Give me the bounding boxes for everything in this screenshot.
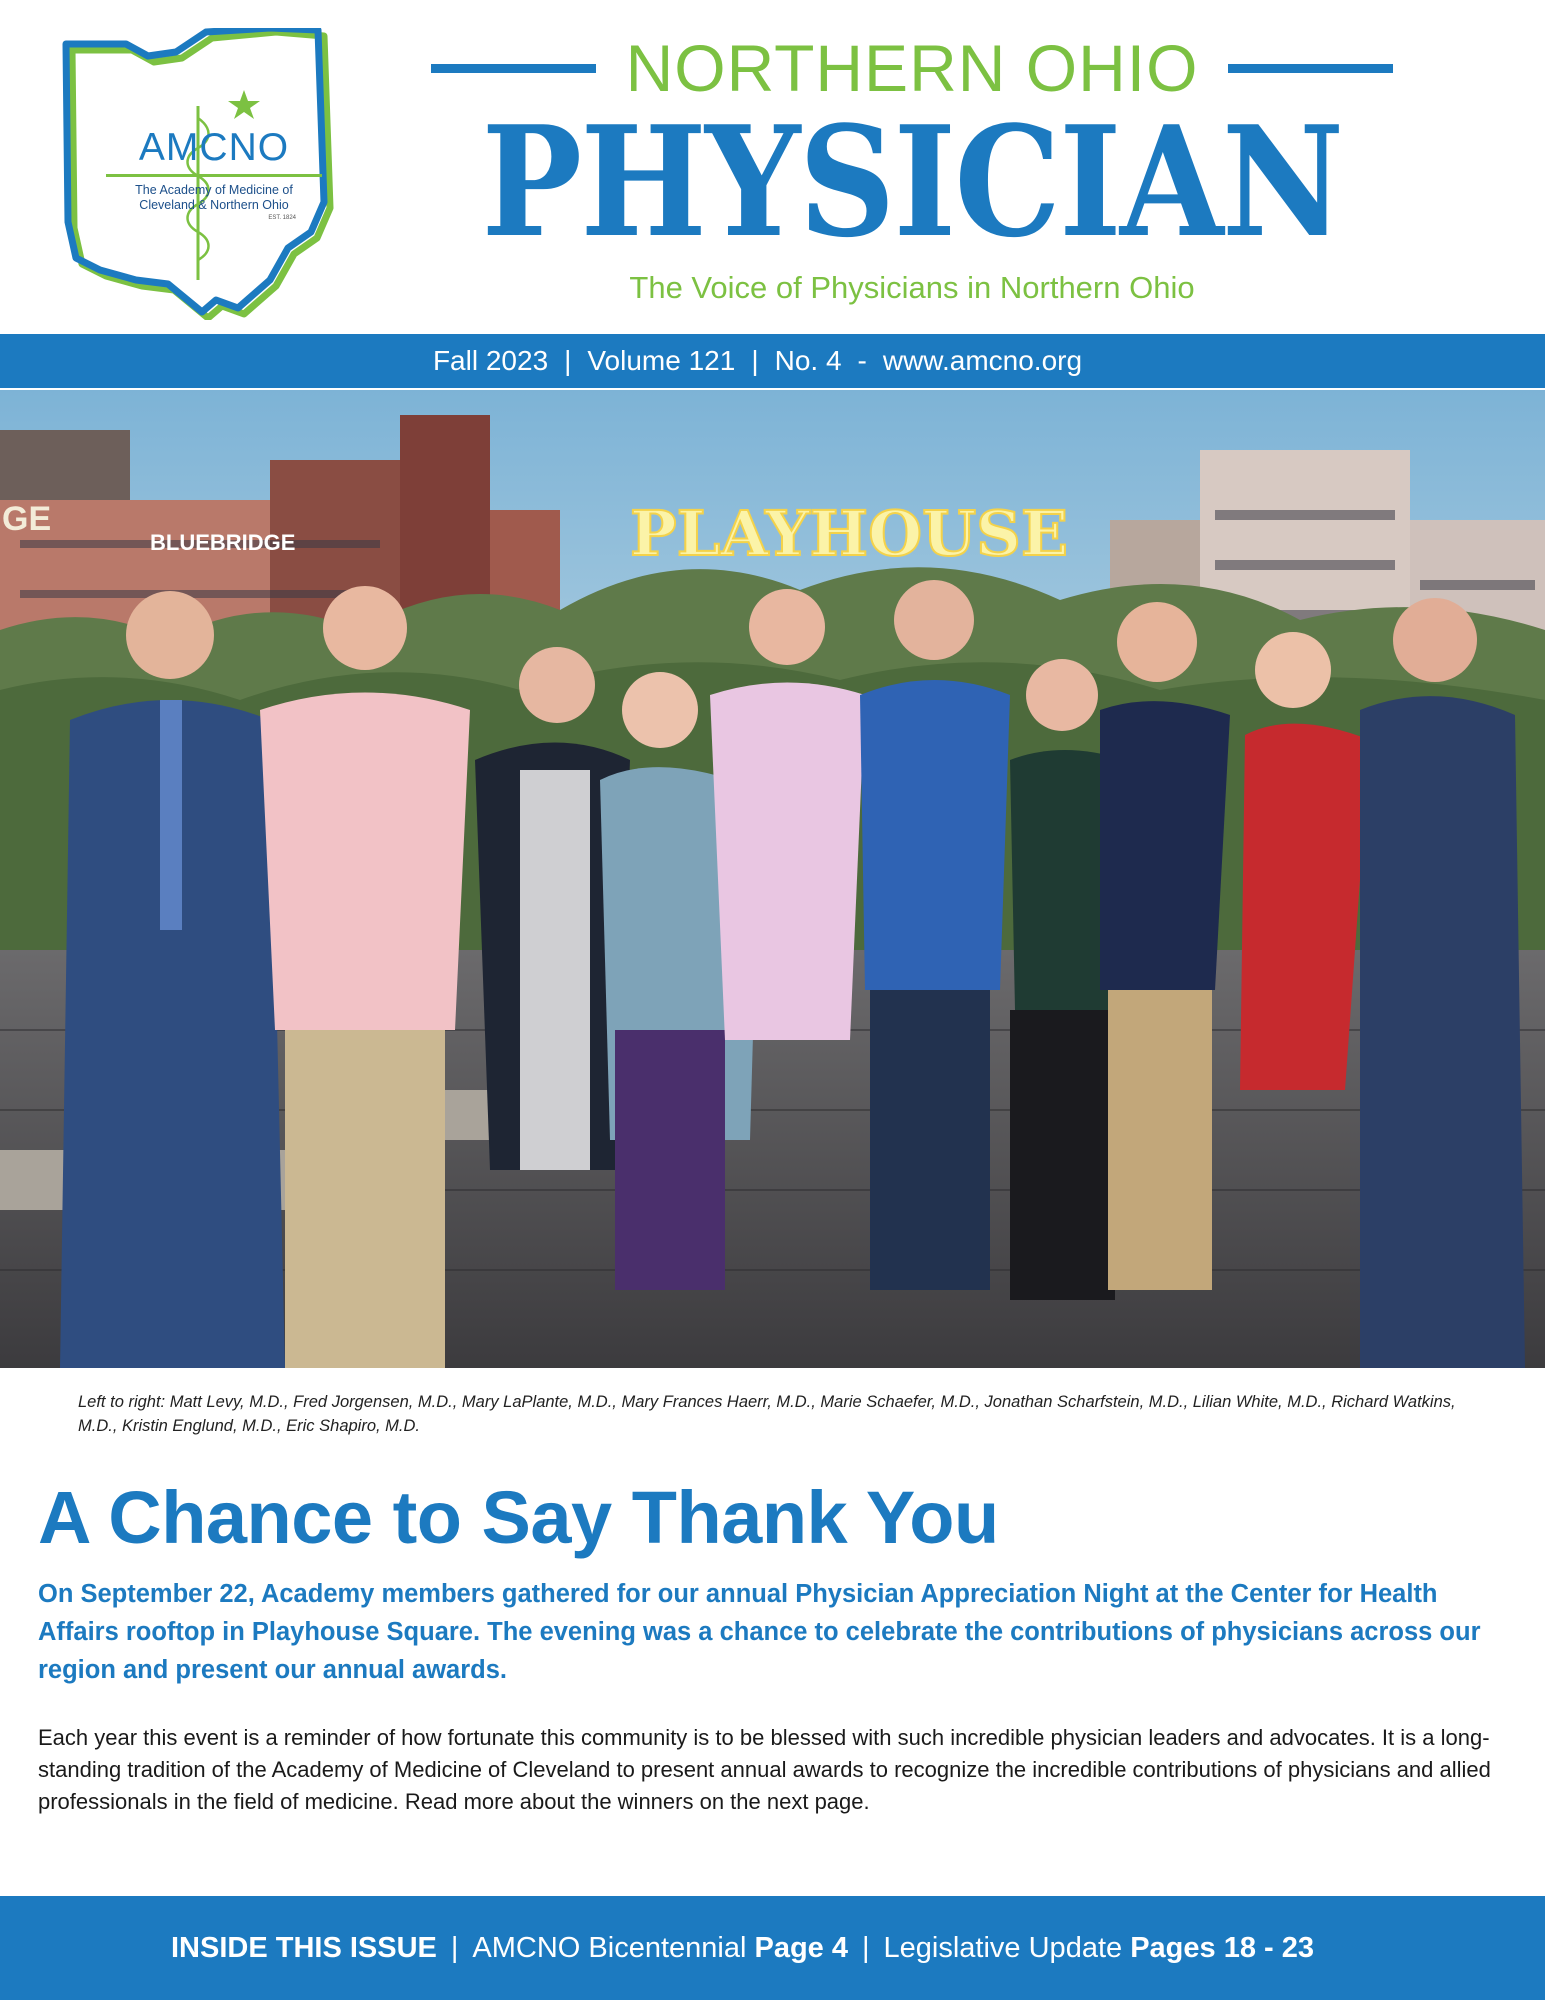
issue-number: No. 4 [774, 345, 842, 376]
toc-item-label: AMCNO Bicentennial [472, 1931, 747, 1964]
logo-line-1: The Academy of Medicine of [135, 183, 293, 197]
toc-item-legislative[interactable] [884, 1932, 1314, 1965]
logo-line-2: Cleveland & Northern Ohio [139, 198, 289, 212]
cover-photo [0, 390, 1545, 1368]
person-2 [260, 586, 470, 1368]
building-sign-partial: GE [2, 500, 52, 538]
issue-season: Fall 2023 [432, 345, 549, 376]
logo-est: EST. 1824 [268, 215, 296, 221]
inside-this-issue-bar [0, 1896, 1545, 2000]
publication-title: PHYSICIAN [481, 92, 1343, 271]
toc-item-page: Pages 18 - 23 [1130, 1931, 1314, 1964]
footer-separator: | [450, 1931, 459, 1964]
article-body: Each year this event is a reminder of how fortunate this community is to be blessed with such incredible physician leaders and advocates. It is a long-standing tradition of the Academy of Medicine of Cleveland to present annual awards to recognize the incredible contributions of physicians and allied professionals in the field of medicine. Read more about the winners on the next page. [38, 1725, 1491, 1814]
inside-issue-label: INSIDE THIS ISSUE [170, 1931, 437, 1964]
toc-item-page: Page 4 [754, 1931, 848, 1964]
issue-dash: - [857, 345, 867, 376]
issue-separator: | [564, 345, 572, 376]
issue-info-bar [0, 334, 1545, 388]
pretitle-rule-right [1228, 64, 1393, 73]
article-headline[interactable]: A Chance to Say Thank You [38, 1476, 999, 1559]
group-photo-illustration [0, 390, 1545, 1368]
person-10 [1360, 598, 1525, 1368]
amcno-logo[interactable] [62, 28, 352, 320]
toc-item-label: Legislative Update [883, 1931, 1123, 1964]
footer-separator: | [861, 1931, 870, 1964]
issue-separator: | [751, 345, 759, 376]
photo-caption: Left to right: Matt Levy, M.D., Fred Jorgensen, M.D., Mary LaPlante, M.D., Mary Frances Haerr, M.D., Marie Schaefer, M.D., Jonathan Scharfstein, M.D., Lilian White, M.D., Richard Watkins, M.D., Kristin Englund, M.D., Eric Shapiro, M.D. [78, 1393, 1456, 1435]
pretitle-rule-left [431, 64, 596, 73]
tagline: The Voice of Physicians in Northern Ohio [629, 270, 1195, 305]
building-sign: BLUEBRIDGE [150, 530, 296, 555]
pretitle: NORTHERN OHIO [625, 31, 1199, 105]
logo-acronym: AMCNO [138, 126, 290, 169]
article-lede: On September 22, Academy members gathered for our annual Physician Appreciation Night at the Center for Health Affairs rooftop in Playhouse Square. The evening was a chance to celebrate the contributions of physicians across our region and present our annual awards. [38, 1580, 1481, 1684]
masthead [0, 0, 1545, 332]
website-link[interactable]: www.amcno.org [882, 345, 1083, 376]
issue-volume: Volume 121 [587, 345, 736, 376]
toc-item-bicentennial[interactable] [472, 1932, 848, 1965]
playhouse-sign: PLAYHOUSE [630, 497, 1069, 570]
logo-divider [106, 174, 322, 177]
